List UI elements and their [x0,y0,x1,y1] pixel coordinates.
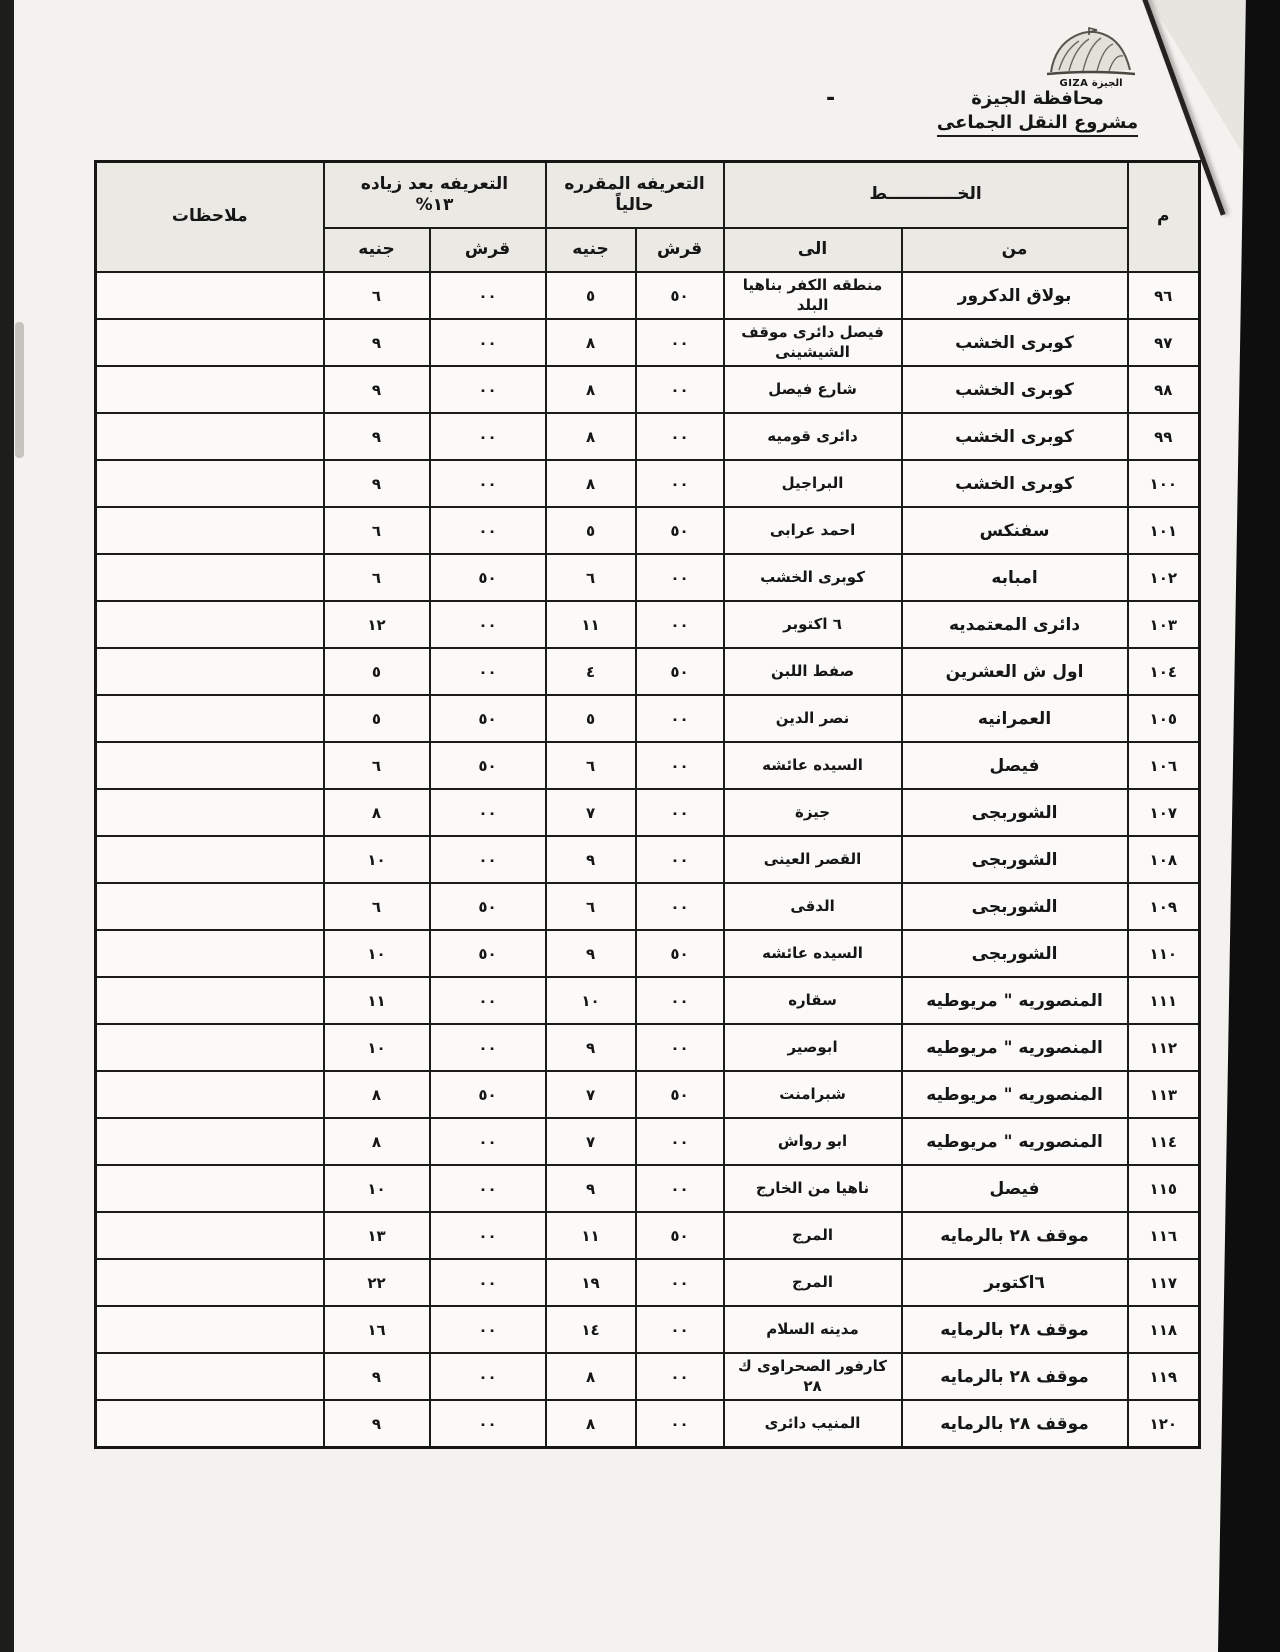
route-to: نصر الدين [724,695,902,742]
route-to: السيده عائشه [724,930,902,977]
route-from: بولاق الدكرور [902,272,1128,319]
current-fare-qirsh: ٠٠ [636,1024,724,1071]
current-fare-qirsh: ٥٠ [636,648,724,695]
current-fare-qirsh: ٠٠ [636,789,724,836]
increased-fare-qirsh: ٠٠ [430,1400,546,1448]
current-fare-qirsh: ٥٠ [636,1212,724,1259]
increased-fare-geneh: ٩ [324,366,430,413]
current-fare-geneh: ٦ [546,554,636,601]
table-row [96,554,1200,601]
table-row [96,883,1200,930]
route-from: كوبرى الخشب [902,460,1128,507]
increased-fare-qirsh: ٠٠ [430,1118,546,1165]
current-fare-qirsh: ٠٠ [636,1165,724,1212]
table-row [96,1071,1200,1118]
table-row [96,1212,1200,1259]
route-notes [96,460,324,507]
row-number: ١١١ [1128,977,1200,1024]
increased-fare-geneh: ١٦ [324,1306,430,1353]
route-from: المنصوريه " مريوطيه [902,1024,1128,1071]
current-fare-geneh: ٥ [546,507,636,554]
route-from: كوبرى الخشب [902,413,1128,460]
current-fare-qirsh: ٠٠ [636,977,724,1024]
row-number: ٩٦ [1128,272,1200,319]
route-notes [96,1165,324,1212]
route-from: موقف ٢٨ بالرمايه [902,1400,1128,1448]
route-from: المنصوريه " مريوطيه [902,1071,1128,1118]
current-fare-geneh: ١١ [546,601,636,648]
increased-fare-geneh: ٩ [324,1353,430,1400]
route-to: ناهيا من الخارج [724,1165,902,1212]
route-to: فيصل دائرى موقف الشيشينى [724,319,902,366]
route-from: سفنكس [902,507,1128,554]
org-name: محافظة الجيزة [971,88,1104,109]
table-row [96,1259,1200,1306]
increased-fare-geneh: ١٣ [324,1212,430,1259]
current-fare-geneh: ٦ [546,883,636,930]
row-number: ١١٠ [1128,930,1200,977]
current-fare-geneh: ٨ [546,366,636,413]
route-notes [96,883,324,930]
row-number: ١٠٣ [1128,601,1200,648]
table-row [96,601,1200,648]
current-fare-geneh: ٦ [546,742,636,789]
route-from: العمرانيه [902,695,1128,742]
increased-fare-geneh: ٨ [324,1118,430,1165]
route-to: البراجيل [724,460,902,507]
letterhead-text [930,88,1145,137]
increased-fare-geneh: ٨ [324,789,430,836]
col-header-increased-qirsh: قرش [430,228,546,272]
row-number: ١١٤ [1128,1118,1200,1165]
increased-fare-geneh: ٢٢ [324,1259,430,1306]
route-to: دائرى قوميه [724,413,902,460]
increased-fare-geneh: ١٠ [324,1165,430,1212]
page-dash: - [826,86,836,111]
route-to: مدينه السلام [724,1306,902,1353]
current-fare-geneh: ١٤ [546,1306,636,1353]
current-fare-geneh: ٥ [546,272,636,319]
table-row [96,742,1200,789]
current-fare-geneh: ٧ [546,789,636,836]
row-number: ١٠٠ [1128,460,1200,507]
table-row [96,1024,1200,1071]
increased-fare-geneh: ١٠ [324,1024,430,1071]
route-from: الشوربجى [902,930,1128,977]
route-notes [96,648,324,695]
current-fare-geneh: ١٠ [546,977,636,1024]
table-row [96,930,1200,977]
increased-fare-qirsh: ٥٠ [430,742,546,789]
increased-fare-geneh: ١٢ [324,601,430,648]
route-from: الشوربجى [902,836,1128,883]
increased-fare-qirsh: ٠٠ [430,789,546,836]
route-to: احمد عرابى [724,507,902,554]
route-notes [96,930,324,977]
row-number: ١١٦ [1128,1212,1200,1259]
route-notes [96,1118,324,1165]
route-notes [96,1353,324,1400]
col-header-to: الى [724,228,902,272]
table-row [96,836,1200,883]
route-from: امبابه [902,554,1128,601]
table-row [96,319,1200,366]
col-header-notes: ملاحظات [96,162,324,273]
current-fare-qirsh: ٠٠ [636,1259,724,1306]
route-from: موقف ٢٨ بالرمايه [902,1306,1128,1353]
route-notes [96,319,324,366]
giza-monument-sketch-icon [1032,26,1150,80]
current-fare-qirsh: ٥٠ [636,930,724,977]
route-from: كوبرى الخشب [902,319,1128,366]
scan-edge-left [0,0,14,1652]
table-row [96,460,1200,507]
route-to: المنيب دائرى [724,1400,902,1448]
increased-fare-geneh: ٩ [324,413,430,460]
col-header-no: م [1128,162,1200,273]
increased-fare-geneh: ٨ [324,1071,430,1118]
current-fare-qirsh: ٠٠ [636,413,724,460]
increased-fare-qirsh: ٠٠ [430,1259,546,1306]
table-row [96,272,1200,319]
increased-fare-qirsh: ٥٠ [430,930,546,977]
row-number: ١٠١ [1128,507,1200,554]
table-row [96,1118,1200,1165]
current-fare-qirsh: ٠٠ [636,883,724,930]
row-number: ١٠٤ [1128,648,1200,695]
current-fare-geneh: ٥ [546,695,636,742]
increased-fare-qirsh: ٥٠ [430,695,546,742]
table-row [96,366,1200,413]
table-row [96,413,1200,460]
route-notes [96,1024,324,1071]
increased-fare-qirsh: ٠٠ [430,601,546,648]
table-row [96,1400,1200,1448]
route-from: اول ش العشرين [902,648,1128,695]
current-fare-geneh: ٨ [546,413,636,460]
current-fare-qirsh: ٠٠ [636,554,724,601]
logo-caption: الجيزة GIZA [1059,78,1123,89]
current-fare-qirsh: ٠٠ [636,1400,724,1448]
increased-fare-geneh: ٩ [324,319,430,366]
increased-fare-qirsh: ٠٠ [430,977,546,1024]
route-notes [96,695,324,742]
row-number: ١٠٩ [1128,883,1200,930]
current-fare-geneh: ٩ [546,1024,636,1071]
current-fare-qirsh: ٠٠ [636,460,724,507]
increased-fare-qirsh: ٠٠ [430,507,546,554]
row-number: ١٠٦ [1128,742,1200,789]
route-from: موقف ٢٨ بالرمايه [902,1353,1128,1400]
increased-fare-qirsh: ٠٠ [430,413,546,460]
current-fare-qirsh: ٠٠ [636,1353,724,1400]
increased-fare-geneh: ٦ [324,507,430,554]
increased-fare-geneh: ١٠ [324,930,430,977]
current-fare-geneh: ٩ [546,930,636,977]
table-row [96,1165,1200,1212]
row-number: ١١٣ [1128,1071,1200,1118]
current-fare-geneh: ٨ [546,460,636,507]
route-to: كوبرى الخشب [724,554,902,601]
increased-fare-qirsh: ٠٠ [430,1165,546,1212]
col-header-increased-geneh: جنيه [324,228,430,272]
current-fare-geneh: ٨ [546,319,636,366]
route-notes [96,1259,324,1306]
row-number: ١١٨ [1128,1306,1200,1353]
route-notes [96,366,324,413]
route-notes [96,272,324,319]
increased-fare-geneh: ٦ [324,272,430,319]
increased-fare-qirsh: ٥٠ [430,1071,546,1118]
row-number: ٩٩ [1128,413,1200,460]
increased-fare-geneh: ٩ [324,1400,430,1448]
row-number: ١١٢ [1128,1024,1200,1071]
route-notes [96,554,324,601]
route-to: سقاره [724,977,902,1024]
route-from: المنصوريه " مريوطيه [902,1118,1128,1165]
current-fare-geneh: ٧ [546,1118,636,1165]
route-to: القصر العينى [724,836,902,883]
col-header-current-geneh: جنيه [546,228,636,272]
increased-fare-qirsh: ٥٠ [430,883,546,930]
route-to: شبرامنت [724,1071,902,1118]
table-row [96,977,1200,1024]
col-header-increased-tariff: التعريفه بعد زياده ١٣% [324,162,546,229]
row-number: ٩٨ [1128,366,1200,413]
current-fare-geneh: ١٩ [546,1259,636,1306]
fare-table-body [96,272,1200,1448]
scan-edge-right [1218,0,1280,1652]
route-to: شارع فيصل [724,366,902,413]
route-notes [96,977,324,1024]
increased-fare-qirsh: ٠٠ [430,1024,546,1071]
route-to: ٦ اكتوبر [724,601,902,648]
route-notes [96,789,324,836]
increased-fare-qirsh: ٠٠ [430,319,546,366]
col-header-from: من [902,228,1128,272]
current-fare-geneh: ٤ [546,648,636,695]
route-notes [96,601,324,648]
row-number: ١١٧ [1128,1259,1200,1306]
current-fare-qirsh: ٥٠ [636,272,724,319]
current-fare-qirsh: ٠٠ [636,1118,724,1165]
current-fare-geneh: ٩ [546,836,636,883]
current-fare-geneh: ٩ [546,1165,636,1212]
current-fare-qirsh: ٠٠ [636,601,724,648]
row-number: ١٠٨ [1128,836,1200,883]
route-from: الشوربجى [902,789,1128,836]
increased-fare-qirsh: ٠٠ [430,1306,546,1353]
route-from: موقف ٢٨ بالرمايه [902,1212,1128,1259]
increased-fare-qirsh: ٥٠ [430,554,546,601]
route-from: فيصل [902,742,1128,789]
increased-fare-geneh: ٥ [324,695,430,742]
row-number: ١٠٥ [1128,695,1200,742]
route-to: كارفور الصحراوى ك ٢٨ [724,1353,902,1400]
route-notes [96,507,324,554]
col-header-current-qirsh: قرش [636,228,724,272]
current-fare-qirsh: ٠٠ [636,1306,724,1353]
route-from: دائرى المعتمديه [902,601,1128,648]
increased-fare-qirsh: ٠٠ [430,1212,546,1259]
increased-fare-qirsh: ٠٠ [430,648,546,695]
increased-fare-geneh: ١٠ [324,836,430,883]
route-to: السيده عائشه [724,742,902,789]
letterhead-logo [1032,26,1150,89]
route-notes [96,413,324,460]
current-fare-qirsh: ٥٠ [636,507,724,554]
table-row [96,789,1200,836]
route-from: كوبرى الخشب [902,366,1128,413]
route-to: منطقه الكفر بناهيا البلد [724,272,902,319]
row-number: ١١٩ [1128,1353,1200,1400]
row-number: ٩٧ [1128,319,1200,366]
increased-fare-geneh: ٦ [324,742,430,789]
current-fare-qirsh: ٠٠ [636,319,724,366]
route-to: جيزة [724,789,902,836]
current-fare-qirsh: ٠٠ [636,742,724,789]
table-row [96,507,1200,554]
increased-fare-qirsh: ٠٠ [430,836,546,883]
route-notes [96,1071,324,1118]
current-fare-geneh: ٨ [546,1400,636,1448]
row-number: ١٠٧ [1128,789,1200,836]
increased-fare-geneh: ٦ [324,554,430,601]
route-to: المرج [724,1212,902,1259]
route-to: ابو رواش [724,1118,902,1165]
route-notes [96,1400,324,1448]
route-to: الدقى [724,883,902,930]
route-notes [96,1306,324,1353]
route-notes [96,742,324,789]
increased-fare-geneh: ٥ [324,648,430,695]
route-notes [96,1212,324,1259]
current-fare-geneh: ١١ [546,1212,636,1259]
increased-fare-qirsh: ٠٠ [430,1353,546,1400]
row-number: ١٢٠ [1128,1400,1200,1448]
route-from: ٦اكتوبر [902,1259,1128,1306]
fare-table-header [96,162,1200,273]
table-row [96,695,1200,742]
increased-fare-geneh: ٩ [324,460,430,507]
route-from: الشوربجى [902,883,1128,930]
route-notes [96,836,324,883]
route-to: ابوصير [724,1024,902,1071]
increased-fare-qirsh: ٠٠ [430,272,546,319]
current-fare-qirsh: ٠٠ [636,695,724,742]
increased-fare-geneh: ١١ [324,977,430,1024]
route-to: المرج [724,1259,902,1306]
current-fare-qirsh: ٠٠ [636,836,724,883]
route-from: فيصل [902,1165,1128,1212]
table-row [96,1353,1200,1400]
current-fare-geneh: ٧ [546,1071,636,1118]
increased-fare-qirsh: ٠٠ [430,460,546,507]
increased-fare-qirsh: ٠٠ [430,366,546,413]
scan-streak [15,322,24,458]
col-header-current-tariff: التعريفه المقرره حالياً [546,162,724,229]
row-number: ١١٥ [1128,1165,1200,1212]
fare-table [94,160,1201,1449]
row-number: ١٠٢ [1128,554,1200,601]
increased-fare-geneh: ٦ [324,883,430,930]
route-from: المنصوريه " مريوطيه [902,977,1128,1024]
current-fare-qirsh: ٠٠ [636,366,724,413]
project-name: مشروع النقل الجماعى [937,112,1138,137]
col-header-line: الخــــــــــــط [724,162,1128,229]
route-to: صفط اللبن [724,648,902,695]
current-fare-geneh: ٨ [546,1353,636,1400]
table-row [96,1306,1200,1353]
current-fare-qirsh: ٥٠ [636,1071,724,1118]
table-row [96,648,1200,695]
